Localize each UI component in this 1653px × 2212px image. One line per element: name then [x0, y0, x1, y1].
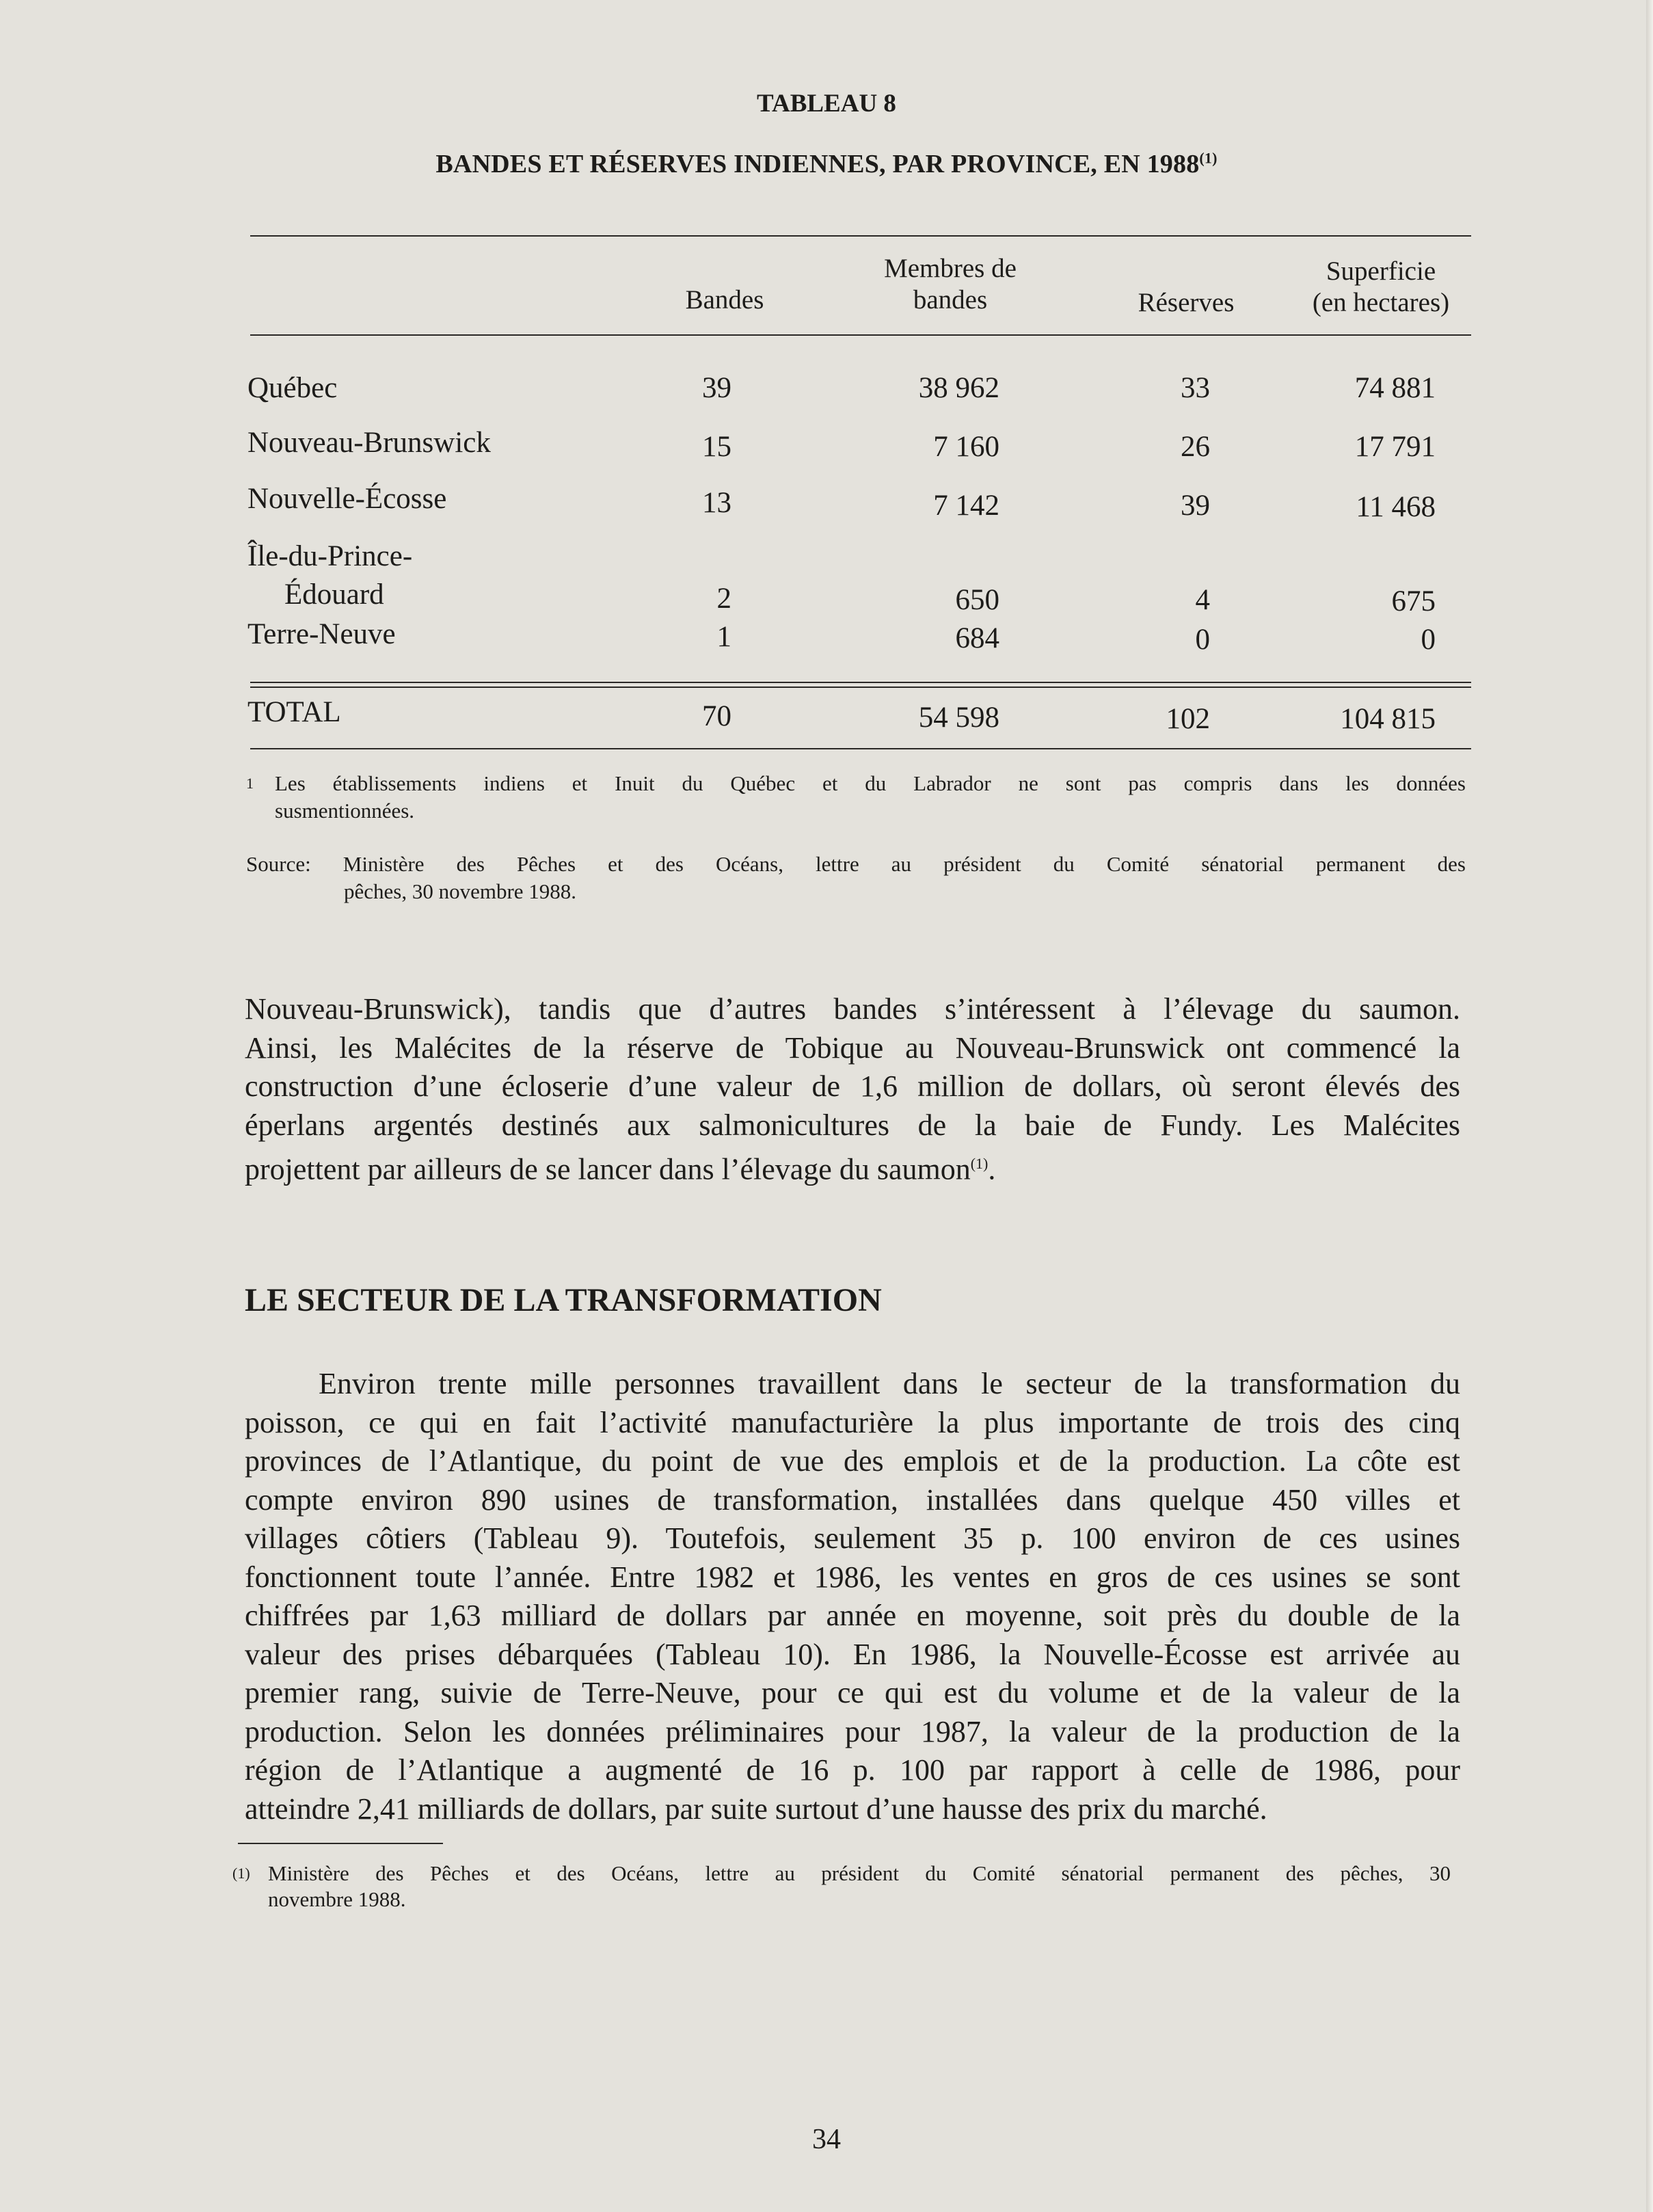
table-source-continued: pêches, 30 novembre 1988.	[344, 879, 577, 903]
section-paragraph: Environ trente mille personnes travaillent dans le secteur de la transformation du poisson, ce qui en fait l’activité manufacturière la plus importante de trois des cinq provinces de l’Atlantique, du point de vue des emplois et de la production. La côte est compte environ 890 usines de transformation, installées dans quelque 450 villes et villages côtiers (Tableau 9). Toutefois, seulement 35 p. 100 environ de ces usines fonctionnent toute l’année. Entre 1982 et 1986, les ventes en gros de ces usines se sont chiffrées par 1,63 milliard de dollars par année en moyenne, soit près du double de la valeur des prises débarquées (Tableau 10). En 1986, la Nouvelle-Écosse est arrivée au premier rang, suivie de Terre-Neuve, pour ce qui est du volume et de la valeur de la production. Selon les données préliminaires pour 1987, la valeur de la production de la région de l’Atlantique a augmenté de 16 p. 100 par rapport à celle de 1986, pour atteindre 2,41 milliards de dollars, par suite surtout d’une hausse des prix du marché.	[245, 1367, 1460, 1826]
cell-province: Nouvelle-Écosse	[247, 483, 447, 515]
cell-bands: 13	[702, 487, 731, 519]
footnote-separator	[238, 1843, 443, 1844]
continued-paragraph: Nouveau-Brunswick), tandis que d’autres bandes s’intéressent à l’élevage du saumon. Ainsi, les Malécites de la réserve de Tobique au Nouveau-Brunswick ont commencé la construction d’une écloserie d’une valeur de 1,6 million de dollars, où seront élevés des éperlans argentés destinés aux salmonicultures de la baie de Fundy. Les Malécites projettent par ailleurs de se lancer dans l’élevage du saumon$^{(1)}$.	[245, 992, 1460, 1186]
total-area: 104 815	[1340, 703, 1436, 735]
table-header-rule	[250, 334, 1471, 336]
cell-members: 650	[955, 584, 999, 616]
cell-members: 7 142	[933, 490, 999, 522]
page-footnote-marker: (1)	[232, 1865, 250, 1882]
table-total-rule-inner	[250, 687, 1471, 688]
cell-bands: 39	[702, 372, 731, 404]
header-area: Superficie (en hectares)	[1312, 256, 1450, 317]
table-footnote-continued: susmentionnées.	[275, 799, 415, 823]
cell-province: Terre-Neuve	[247, 618, 396, 650]
cell-bands: 15	[702, 431, 731, 463]
total-reserves: 102	[1166, 703, 1210, 735]
cell-members: 38 962	[918, 372, 999, 404]
cell-bands: 1	[716, 621, 731, 653]
table-title-note-marker: (1)	[1199, 149, 1218, 167]
cell-reserves: 26	[1181, 431, 1210, 463]
page-edge	[1646, 0, 1653, 2212]
header-members: Membres de bandes	[884, 254, 1017, 315]
cell-area: 74 881	[1354, 372, 1436, 404]
cell-reserves: 39	[1181, 490, 1210, 522]
cell-members: 684	[955, 622, 999, 654]
total-label: TOTAL	[247, 696, 341, 728]
cell-members: 7 160	[933, 431, 999, 463]
cell-reserves: 0	[1195, 624, 1210, 656]
cell-province: Île-du-Prince-	[247, 540, 413, 572]
table-footnote: Les établissements indiens et Inuit du Québec et du Labrador ne sont pas compris dans les données	[275, 771, 1466, 795]
cell-province: Nouveau-Brunswick	[247, 427, 491, 459]
table-footnote-marker: 1	[246, 775, 254, 792]
section-heading: LE SECTEUR DE LA TRANSFORMATION	[245, 1282, 882, 1318]
cell-province-continued: Édouard	[284, 578, 384, 611]
cell-area: 17 791	[1354, 431, 1436, 463]
page-footnote: Ministère des Pêches et des Océans, lettre au président du Comité sénatorial permanent des pêches, 30	[268, 1861, 1451, 1885]
total-bands: 70	[702, 700, 731, 732]
cell-reserves: 4	[1195, 584, 1210, 616]
header-reserves: Réserves	[1138, 288, 1235, 317]
table-bottom-rule	[250, 748, 1471, 749]
table-number: TABLEAU 8	[757, 90, 896, 118]
cell-reserves: 33	[1181, 372, 1210, 404]
page-number: 34	[812, 2124, 841, 2155]
cell-area: 11 468	[1356, 491, 1436, 523]
table-total-rule-top	[250, 682, 1471, 683]
cell-province: Québec	[247, 372, 338, 404]
footnote-reference: (1)	[970, 1155, 989, 1172]
table-top-rule	[250, 235, 1471, 237]
table-title: BANDES ET RÉSERVES INDIENNES, PAR PROVINCE, EN 1988$^{(1)}$	[435, 149, 1218, 178]
cell-bands: 2	[716, 583, 731, 615]
cell-area: 675	[1391, 585, 1436, 617]
table-source: Source: Ministère des Pêches et des Océans, lettre au président du Comité sénatorial permanent des	[246, 852, 1466, 876]
total-members: 54 598	[918, 702, 999, 734]
cell-area: 0	[1421, 624, 1436, 656]
header-bands: Bandes	[685, 285, 764, 315]
page-footnote-continued: novembre 1988.	[268, 1887, 406, 1911]
